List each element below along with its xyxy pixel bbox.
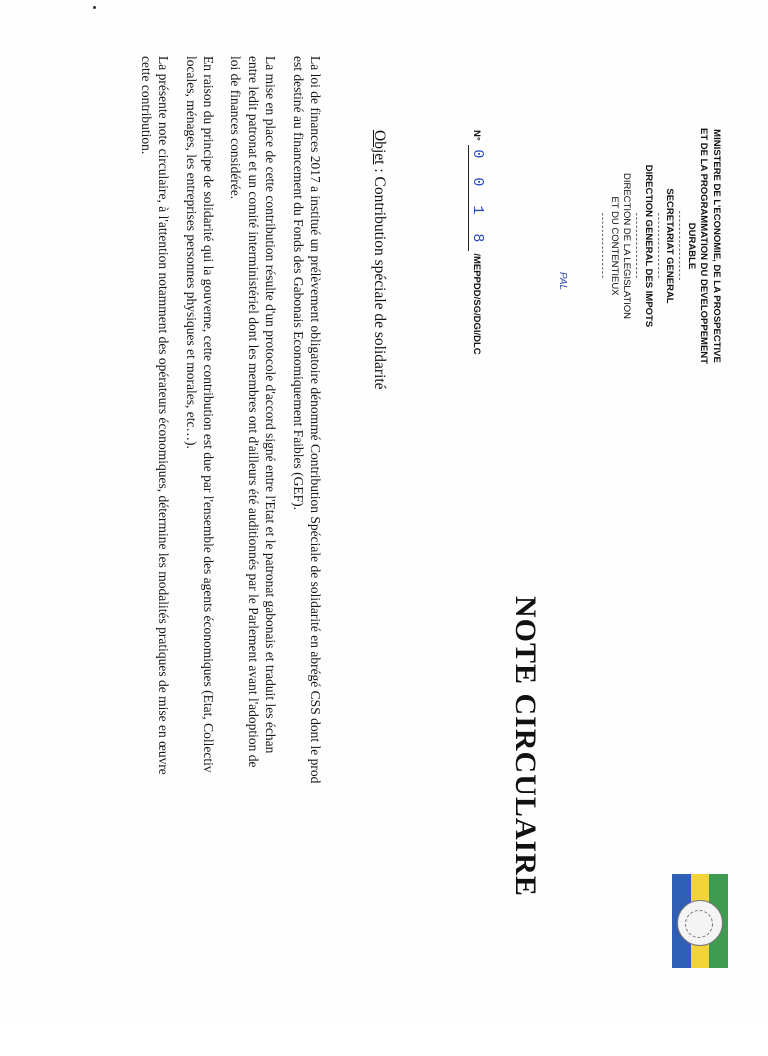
paragraph-line: entre ledit patronat et un comité interministériel dont les membres ont d'ailleurs été auditionnés par le Parlement avant l'adoption de xyxy=(245,56,261,768)
direction-generale-line: DIRECTION GENERAL DES IMPOTS xyxy=(643,164,654,328)
reference-digits: 0 0 1 8 xyxy=(468,145,486,251)
scan-speck xyxy=(93,6,96,9)
secretariat-line: SECRETARIAT GENERAL xyxy=(664,188,676,304)
separator: ---------------- xyxy=(653,212,664,280)
paragraph-2 xyxy=(227,56,279,1056)
ministry-line-1: MINISTERE DE L'ECONOMIE, DE LA PROSPECTIVE xyxy=(711,129,722,363)
ministry-line-3: DURABLE xyxy=(686,222,697,270)
subject-text: : Contribution spéciale de solidarité xyxy=(371,164,388,390)
direction-line-2: ET DU CONTENTIEUX xyxy=(609,196,620,296)
paragraph-1 xyxy=(289,56,324,1056)
seal-stamp-icon xyxy=(677,900,723,946)
document-title: NOTE CIRCULAIRE xyxy=(509,596,542,897)
paragraph-3 xyxy=(182,56,217,1056)
paragraph-line: La présente note circulaire, à l'attention notamment des opérateurs économiques, détermine les modalités pratiques de mise en œuvre xyxy=(156,56,172,775)
paragraph-line: locales, ménages, les entreprises personnes physiques et morales, etc…). xyxy=(183,56,199,449)
paragraph-line: La loi de finances 2017 a institué un prélèvement obligatoire dénommé Contribution Spéciale de solidarité en abrégé CSS dont le prod xyxy=(308,56,323,784)
reference-prefix: N° xyxy=(471,130,482,141)
paragraph-line: est destiné au financement du Fonds des Gabonais Economiquement Faibles (GEF). xyxy=(290,56,306,511)
paragraph-line: La mise en place de cette contribution résulte d'un protocole d'accord signé entre l'Etat et le patronat gabonais et traduit les échan xyxy=(263,56,279,754)
gabon-flag-seal-icon xyxy=(672,874,728,968)
subject-label: Objet xyxy=(371,130,388,165)
reference-suffix: /MEPPDD/SG/DGI/DLC xyxy=(471,253,482,355)
subject-line xyxy=(370,130,388,390)
direction-line-1: DIRECTION DE LA LEGISLATION xyxy=(621,172,633,320)
reference-number xyxy=(469,130,486,355)
paragraph-line: En raison du principe de solidarité qui la gouverne, cette contribution est due par l'ensemble des agents économiques (Etat, Collectiv xyxy=(200,56,216,773)
ministry-line-2: ET DE LA PROGRAMMATION DU DEVELOPPEMENT xyxy=(698,128,710,364)
paragraph-4 xyxy=(137,56,172,1056)
letterhead xyxy=(599,96,723,396)
separator: ---------------- xyxy=(631,212,643,280)
paragraph-line: loi de finances considérée. xyxy=(228,56,244,200)
body-text xyxy=(127,56,324,1056)
handwritten-initials: PAL xyxy=(557,272,568,291)
paragraph-line: cette contribution. xyxy=(138,56,154,155)
separator: ----------------- xyxy=(674,210,686,282)
separator: ---------------- xyxy=(597,212,609,280)
